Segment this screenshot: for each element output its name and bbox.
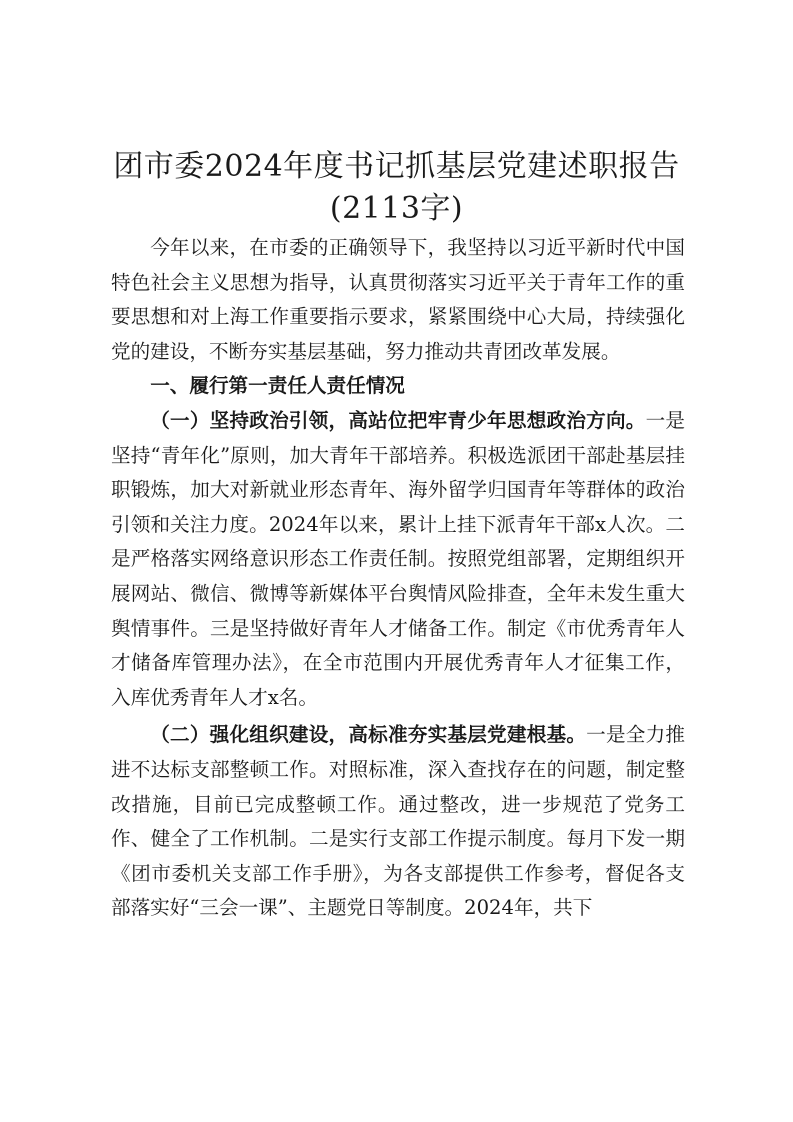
item-lead-2: （二）强化组织建设，高标准夯实基层党建根基。 <box>150 723 587 747</box>
document-body <box>111 231 685 926</box>
item-paragraph-2 <box>111 718 685 926</box>
document-word-count: (2113字) <box>329 191 464 226</box>
document-title: 团市委2024年度书记抓基层党建述职报告 <box>113 149 680 184</box>
item-lead-1: （一）坚持政治引领，高站位把牢青少年思想政治方向。 <box>150 408 646 432</box>
intro-paragraph: 今年以来，在市委的正确领导下，我坚持以习近平新时代中国特色社会主义思想为指导，认真贯彻落实习近平关于青年工作的重要思想和对上海工作重要指示要求，紧紧围绕中心大局，持续强化党的建设，不断夯实基层基础，努力推动共青团改革发展。 <box>111 236 685 363</box>
section-heading: 一、履行第一责任人责任情况 <box>150 374 405 398</box>
item-text-1: 一是坚持“青年化”原则，加大青年干部培养。积极选派团干部赴基层挂职锻炼，加大对新就业形态青年、海外留学归国青年等群体的政治引领和关注力度。2024年以来，累计上挂下派青年干部x人次。二是严格落实网络意识形态工作责任制。按照党组部署，定期组织开展网站、微信、微博等新媒体平台舆情风险排查，全年未发生重大舆情事件。三是坚持做好青年人才储备工作。制定《市优秀青年人才储备库管理办法》，在全市范围内开展优秀青年人才征集工作，入库优秀青年人才x名。 <box>111 408 686 709</box>
item-paragraph-1 <box>111 404 685 715</box>
item-text-2: 一是全力推进不达标支部整顿工作。对照标准，深入查找存在的问题，制定整改措施，目前已完成整顿工作。通过整改，进一步规范了党务工作、健全了工作机制。二是实行支部工作提示制度。每月下发一期《团市委机关支部工作手册》，为各支部提供工作参考，督促各支部落实好“三会一课”、主题党日等制度。2024年，共下 <box>111 723 686 920</box>
